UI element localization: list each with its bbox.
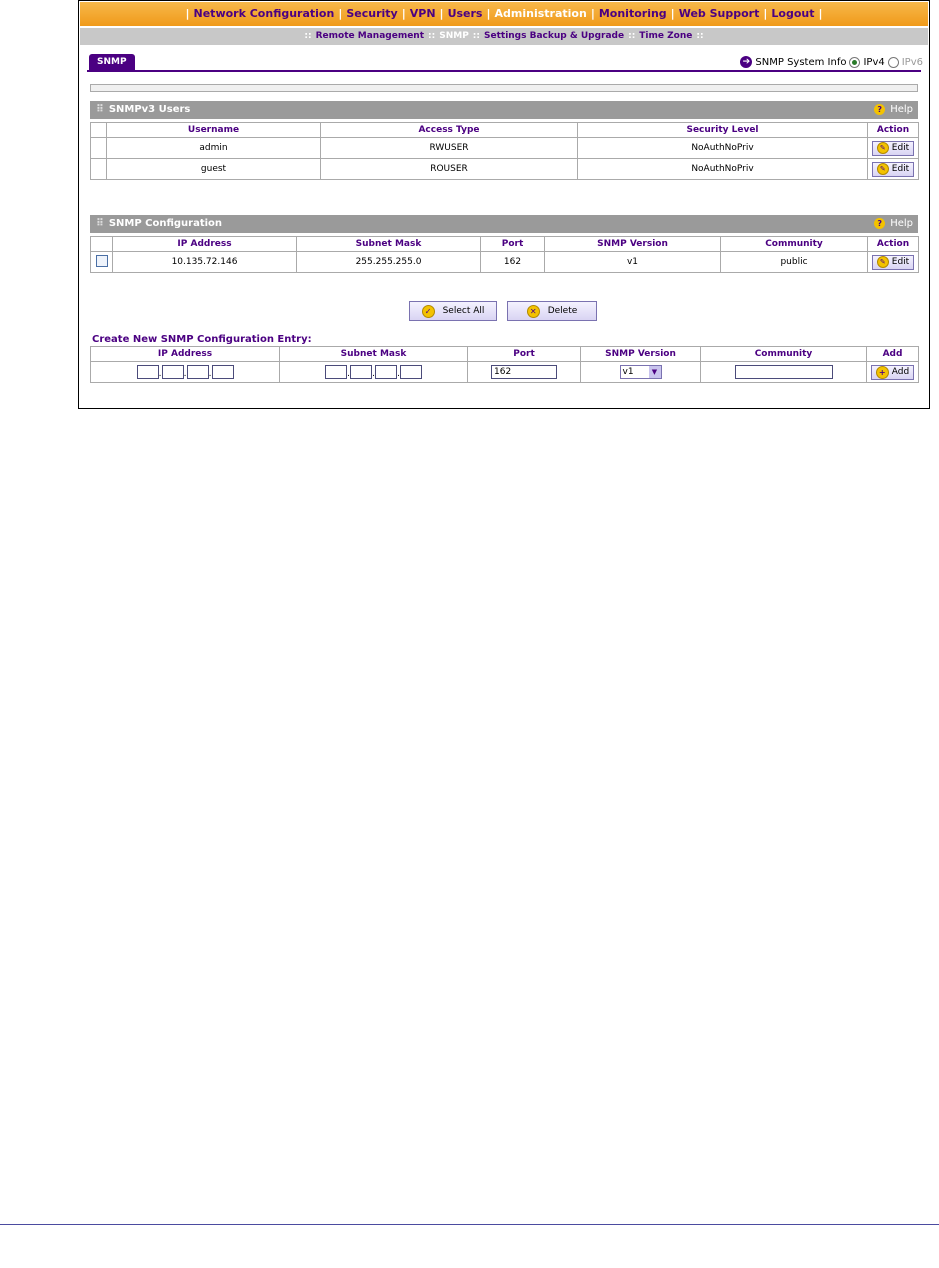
message-bar xyxy=(90,84,918,92)
help-icon: ? xyxy=(874,104,885,115)
select-all-button[interactable]: ✓ Select All xyxy=(409,301,497,321)
nav-vpn[interactable]: VPN xyxy=(409,7,436,20)
col-subnet-mask: Subnet Mask xyxy=(280,347,468,362)
col-community: Community xyxy=(701,347,867,362)
subnav-time-zone[interactable]: Time Zone xyxy=(639,31,693,41)
col-ip-address: IP Address xyxy=(91,347,280,362)
col-snmp-version: SNMP Version xyxy=(581,347,701,362)
help-link[interactable]: ? Help xyxy=(874,215,913,233)
subnet-mask-cell: 255.255.255.0 xyxy=(297,252,481,273)
section-title: SNMPv3 Users xyxy=(108,104,191,115)
col-access-type: Access Type xyxy=(321,123,578,138)
snmp-configuration-table xyxy=(90,236,919,273)
create-entry-table xyxy=(90,346,919,383)
snmp-configuration-header xyxy=(90,215,918,233)
col-ip-address: IP Address xyxy=(113,237,297,252)
check-icon: ✓ xyxy=(422,305,435,318)
ipv6-label: IPv6 xyxy=(901,56,923,68)
ip-octet-1-input[interactable] xyxy=(137,365,159,379)
table-header-row xyxy=(91,123,919,138)
mask-octet-3-input[interactable] xyxy=(375,365,397,379)
col-snmp-version: SNMP Version xyxy=(545,237,721,252)
tab-underline xyxy=(87,70,921,72)
create-entry-label: Create New SNMP Configuration Entry: xyxy=(92,334,312,345)
nav-monitoring[interactable]: Monitoring xyxy=(598,7,667,20)
chevron-down-icon: ▼ xyxy=(649,366,661,378)
ipv4-radio[interactable] xyxy=(849,57,860,68)
col-username: Username xyxy=(107,123,321,138)
add-button[interactable]: + Add xyxy=(871,365,914,380)
snmpv3-users-header xyxy=(90,101,918,119)
edit-icon: ✎ xyxy=(877,142,889,154)
nav-administration[interactable]: Administration xyxy=(494,7,587,20)
section-title: SNMP Configuration xyxy=(108,218,223,229)
ipv4-label: IPv4 xyxy=(863,56,885,68)
mask-octet-4-input[interactable] xyxy=(400,365,422,379)
system-info-bar xyxy=(740,56,923,68)
snmp-page-frame xyxy=(78,0,930,409)
col-action: Action xyxy=(868,237,919,252)
access-type-cell: ROUSER xyxy=(321,159,578,180)
sub-nav: :: Remote Management :: SNMP :: Settings Backup & Upgrade :: Time Zone :: xyxy=(80,28,928,45)
nav-logout[interactable]: Logout xyxy=(771,7,815,20)
col-security-level: Security Level xyxy=(578,123,868,138)
col-community: Community xyxy=(721,237,868,252)
edit-icon: ✎ xyxy=(877,163,889,175)
access-type-cell: RWUSER xyxy=(321,138,578,159)
edit-button[interactable]: ✎ Edit xyxy=(872,141,914,156)
ipv6-radio[interactable] xyxy=(888,57,899,68)
table-header-row xyxy=(91,237,919,252)
snmp-version-cell: v1 xyxy=(545,252,721,273)
help-link[interactable]: ? Help xyxy=(874,101,913,119)
nav-users[interactable]: Users xyxy=(447,7,483,20)
ip-octet-3-input[interactable] xyxy=(187,365,209,379)
col-port: Port xyxy=(468,347,581,362)
col-port: Port xyxy=(481,237,545,252)
table-row xyxy=(91,159,919,180)
port-input[interactable]: 162 xyxy=(491,365,557,379)
port-cell: 162 xyxy=(481,252,545,273)
mask-octet-2-input[interactable] xyxy=(350,365,372,379)
col-action: Action xyxy=(868,123,919,138)
delete-button[interactable]: ✕ Delete xyxy=(507,301,597,321)
edit-button[interactable]: ✎ Edit xyxy=(872,255,914,270)
table-row xyxy=(91,252,919,273)
page-footer-rule xyxy=(0,1224,939,1225)
snmpv3-users-table xyxy=(90,122,919,180)
nav-web-support[interactable]: Web Support xyxy=(678,7,760,20)
ip-octet-4-input[interactable] xyxy=(212,365,234,379)
grip-icon: ⠿ xyxy=(96,218,104,229)
col-add: Add xyxy=(867,347,919,362)
help-icon: ? xyxy=(874,218,885,229)
subnav-settings-backup-upgrade[interactable]: Settings Backup & Upgrade xyxy=(484,31,625,41)
arrow-right-icon[interactable]: ➔ xyxy=(740,56,752,68)
community-cell: public xyxy=(721,252,868,273)
edit-button[interactable]: ✎ Edit xyxy=(872,162,914,177)
edit-icon: ✎ xyxy=(877,256,889,268)
row-checkbox[interactable] xyxy=(96,255,108,267)
username-cell: admin xyxy=(107,138,321,159)
tab-snmp[interactable]: SNMP xyxy=(89,54,135,71)
snmp-system-info-link[interactable]: SNMP System Info xyxy=(755,56,847,68)
nav-security[interactable]: Security xyxy=(346,7,398,20)
top-nav: | Network Configuration | Security | VPN | Users | Administration | Monitoring | Web Support | Logout | xyxy=(80,2,928,26)
username-cell: guest xyxy=(107,159,321,180)
subnav-snmp[interactable]: SNMP xyxy=(439,31,469,41)
ip-octet-2-input[interactable] xyxy=(162,365,184,379)
nav-network-configuration[interactable]: Network Configuration xyxy=(193,7,335,20)
snmp-version-select[interactable]: v1 ▼ xyxy=(620,365,662,379)
grip-icon: ⠿ xyxy=(96,104,104,115)
mask-octet-1-input[interactable] xyxy=(325,365,347,379)
subnav-remote-management[interactable]: Remote Management xyxy=(315,31,425,41)
table-row xyxy=(91,138,919,159)
ip-address-inputs: . . . xyxy=(91,362,280,383)
delete-icon: ✕ xyxy=(527,305,540,318)
col-subnet-mask: Subnet Mask xyxy=(297,237,481,252)
subnet-mask-inputs: . . . xyxy=(280,362,468,383)
security-level-cell: NoAuthNoPriv xyxy=(578,138,868,159)
table-header-row xyxy=(91,347,919,362)
create-entry-row xyxy=(91,362,919,383)
security-level-cell: NoAuthNoPriv xyxy=(578,159,868,180)
community-input[interactable] xyxy=(735,365,833,379)
add-icon: + xyxy=(876,366,889,379)
ip-address-cell: 10.135.72.146 xyxy=(113,252,297,273)
